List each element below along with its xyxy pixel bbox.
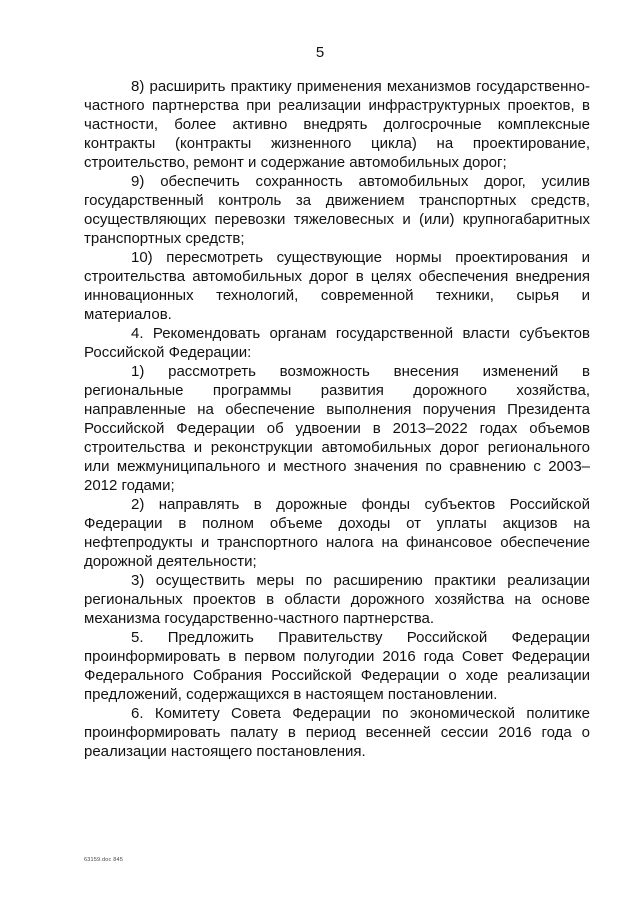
paragraph-section-5: 5. Предложить Правительству Российской Федерации проинформировать в первом полугодии 2016 года Совет Федерации Федерального Собрания Российской Федерации о ходе реализации предложений, содержащихся в настоящем постановлении. — [84, 629, 590, 703]
page-number: 5 — [315, 44, 325, 61]
paragraph-subitem-1: 1) рассмотреть возможность внесения изменений в региональные программы развития дорожного хозяйства, направленные на обеспечение выполнения поручения Президента Российской Федерации об удвоении в 2013–2022 годах объемов строительства и реконструкции автомобильных дорог регионального или межмуниципального и местного значения по сравнению с 2003–2012 годами; — [84, 363, 590, 494]
paragraph-item-10: 10) пересмотреть существующие нормы проектирования и строительства автомобильных дорог в целях обеспечения внедрения инновационных технологий, современной техники, сырья и материалов. — [84, 249, 590, 323]
document-body — [84, 77, 590, 761]
footer-file-reference: 63159.doc 845 — [84, 857, 123, 863]
paragraph-item-8: 8) расширить практику применения механизмов государственно-частного партнерства при реализации инфраструктурных проектов, в частности, более активно внедрять долгосрочные комплексные контракты (контракты жизненного цикла) на проектирование, строительство, ремонт и содержание автомобильных дорог; — [84, 78, 590, 171]
paragraph-section-4: 4. Рекомендовать органам государственной власти субъектов Российской Федерации: — [84, 325, 590, 361]
paragraph-subitem-3: 3) осуществить меры по расширению практики реализации региональных проектов в области дорожного хозяйства на основе механизма государственно-частного партнерства. — [84, 572, 590, 627]
paragraph-subitem-2: 2) направлять в дорожные фонды субъектов Российской Федерации в полном объеме доходы от уплаты акцизов на нефтепродукты и транспортного налога на финансовое обеспечение дорожной деятельности; — [84, 496, 590, 570]
paragraph-item-9: 9) обеспечить сохранность автомобильных дорог, усилив государственный контроль за движением транспортных средств, осуществляющих перевозки тяжеловесных и (или) крупногабаритных транспортных средств; — [84, 173, 590, 247]
paragraph-section-6: 6. Комитету Совета Федерации по экономической политике проинформировать палату в период весенней сессии 2016 года о реализации настоящего постановления. — [84, 705, 590, 760]
